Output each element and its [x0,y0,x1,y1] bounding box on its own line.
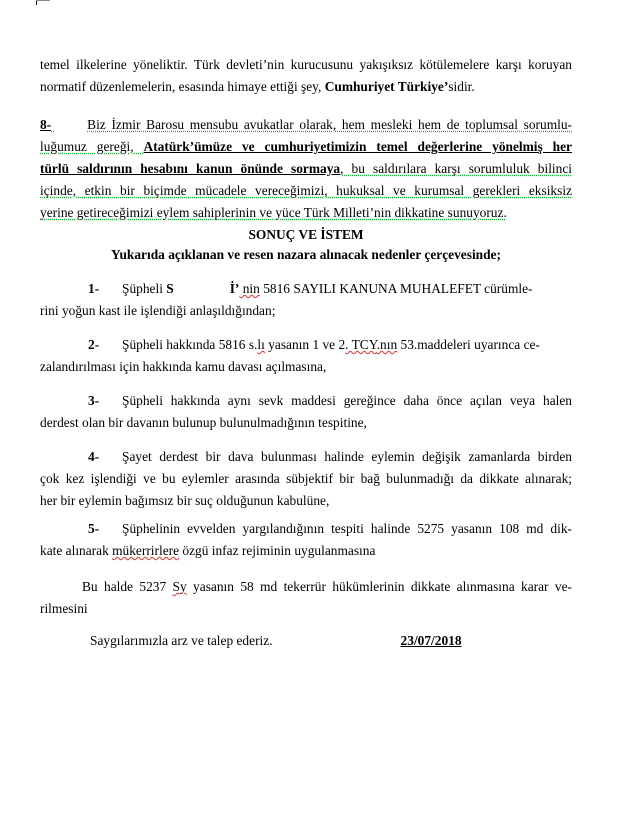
request-item-5 [40,518,572,562]
item-1-line-2: rini yoğun kast ile işlendiği anlaşıldığından; [40,303,276,318]
request-item-3 [40,390,572,434]
closing-text-a: Bu halde 5237 [82,579,173,594]
signature-line [40,630,572,652]
item-4-line-2: çok kez işlendiği ve bu eylemler arasında sübjektif bir bağ bulunmadığı da dikkate alınarak; [40,471,572,486]
item-8-emphasis-1: Atatürk’ümüze ve cumhuriyetimizin temel değerlerine yönelmiş her [143,139,572,154]
signature-text: Saygılarımızla arz ve talep ederiz. [90,633,273,648]
item-4-text: Şayet derdest bir dava bulunması halinde eylemin değişik zamanlarda birden [122,449,572,464]
item-5-line-2 [40,540,572,562]
closing-text-c: yasanın 58 md tekerrür hükümlerinin dikkate alınmasına karar ve- [186,579,572,594]
item-2-text-a: Şüpheli hakkında 5816 s. [122,337,258,352]
closing-line-1 [40,576,572,598]
item-3-text: Şüpheli hakkında aynı sevk maddesi gereğince daha önce açılan veya halen [122,393,572,408]
item-1-name-end: İ’ [229,281,240,296]
intro-paragraph [40,54,572,98]
intro-line-2-text: normatif düzenlemelerin, esasında himaye ettiği şey, [40,79,325,94]
item-2-text-b: lı [257,337,265,352]
closing-paragraph [40,576,572,620]
request-item-1 [40,278,572,322]
item-8-paragraph [40,114,572,224]
item-8-line-1 [40,114,572,136]
item-8-line-3 [40,158,572,180]
item-5-number: 5- [88,521,100,536]
item-8-line-3-text: , bu saldırılara karşı sorumluluk bilinci [340,161,573,176]
intro-emphasis: Cumhuriyet Türkiye’ [324,79,449,94]
item-8-dots [51,114,87,136]
item-2-number: 2- [88,337,100,352]
request-item-2 [40,334,572,378]
page-edge-line [36,0,50,1]
intro-line-2 [40,76,572,98]
item-5-text: Şüphelinin evvelden yargılandığının tespiti halinde 5275 yasanın 108 md dik- [122,521,572,536]
item-1-name-initial: S [166,281,174,296]
conclusion-heading [40,224,572,264]
item-3-line-2: derdest olan bir davanın bulunup bulunulmadığının tespitine, [40,415,367,430]
conclusion-subtitle: Yukarıda açıklanan ve resen nazara alınacak nedenler çerçevesinde; [111,247,501,262]
item-1-text-e: 5816 SAYILI KANUNA MUHALEFET cürümle- [259,281,533,296]
item-2-line-2: zalandırılması için hakkında kamu davası açılmasına, [40,359,327,374]
item-8-line-4: içinde, etkin bir biçimde mücadele vereceğimizi, hukuksal ve kurumsal gerekleri eksiksiz [40,183,572,198]
item-8-line-2-text: luğumuz gereği, [40,139,144,154]
item-3-number: 3- [88,393,100,408]
item-8-line-1-text: Biz İzmir Barosu mensubu avukatlar olarak, hem mesleki hem de toplumsal sorumlu- [87,117,572,132]
item-1-number: 1- [88,281,100,296]
item-2-text-c: yasanın 1 ve 2 [264,337,346,352]
item-1-text-a: Şüpheli [122,281,167,296]
request-item-4 [40,446,572,512]
item-5-text-b: mükerrirlere [112,543,180,558]
item-8-number: 8- [40,117,52,132]
item-1-suffix: nin [239,281,260,296]
item-4-line-1 [40,446,572,468]
item-2-text-e: .nın [376,337,398,352]
item-2-line-1 [40,334,572,356]
document-date: 23/07/2018 [400,633,462,648]
item-8-line-5: yerine getireceğimizi eylem sahiplerinin ve yüce Türk Milleti’nin dikkatine sunuyoruz. [40,205,507,220]
closing-text-b: Sy [172,579,187,594]
item-4-number: 4- [88,449,100,464]
intro-line-1: temel ilkelerine yöneliktir. Türk devleti’nin kurucusunu yakışıksız kötülemelere karşı koruyan [40,57,572,72]
closing-line-2: rilmesini [40,601,88,616]
signature-row [40,630,572,652]
item-3-line-1 [40,390,572,412]
item-5-line-1 [40,518,572,540]
item-5-text-a: kate alınarak [40,543,113,558]
intro-line-2-end: sidir. [448,79,475,94]
conclusion-title: SONUÇ VE İSTEM [248,227,364,242]
item-5-text-c: özgü infaz rejiminin uygulanmasına [179,543,376,558]
item-1-line-1 [40,278,572,300]
item-2-text-d: . TCY [345,337,377,352]
item-2-text-f: 53.maddeleri uyarınca ce- [397,337,540,352]
item-8-emphasis-2: türlü saldırının hesabını kanun önünde sormaya [40,161,341,176]
item-4-line-3: her bir eylemin bağımsız bir suç olduğunun kabulüne, [40,493,330,508]
item-8-line-2 [40,136,572,158]
